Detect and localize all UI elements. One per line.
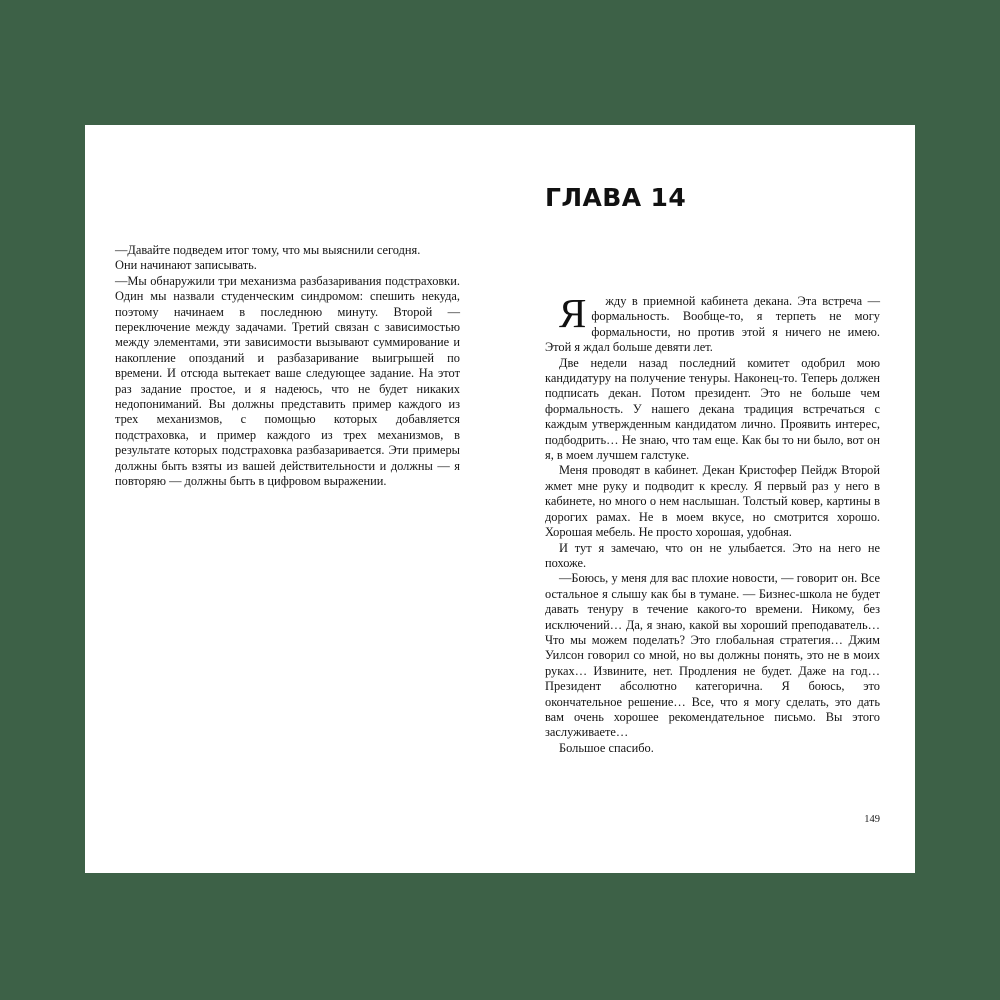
chapter-title: ГЛАВА 14 bbox=[545, 183, 687, 212]
book-spread bbox=[85, 125, 915, 873]
page-number: 149 bbox=[864, 814, 880, 825]
paragraph: —Боюсь, у меня для вас плохие новости, — говорит он. Все остальное я слышу как бы в тумане. — Бизнес-школа не будет давать тенуру в течение какого-то времени. Никому, без исключений… Да, я знаю, какой вы хороший преподаватель… Что мы можем поделать? Это глобальная стратегия… Джим Уилсон говорил со мной, но вы должны понять, это не в моих руках… Извините, нет. Продления не будет. Даже на год… Президент абсолютно категорична. Я боюсь, это окончательное решение… Все, что я могу сделать, это дать вам очень хорошее рекомендательное письмо. Вы этого заслуживаете… bbox=[545, 571, 880, 740]
paragraph: Большое спасибо. bbox=[559, 740, 654, 755]
paragraph: —Давайте подведем итог тому, что мы выяснили сегодня. bbox=[115, 243, 421, 257]
first-paragraph-text: жду в приемной кабинета декана. Эта встреча — формальность. Вообще-то, я терпеть не могу формальности, но против этой я ничего не имею. Этой я ждал больше девяти лет. bbox=[545, 294, 880, 355]
right-page-text-column bbox=[545, 290, 880, 756]
first-paragraph bbox=[545, 290, 880, 356]
paragraph: Две недели назад последний комитет одобрил мою кандидатуру на получение тенуры. Наконец-то. Теперь должен подписать декан. Потом президент. Это не больше чем формальность. У нашего декана традиция встречаться с каждым утвержденным кандидатом лично. Проявить интерес, подбодрить… Не знаю, что там еще. Как бы то ни было, вот он я, в моем лучшем галстуке. bbox=[545, 355, 880, 463]
paragraph: Они начинают записывать. bbox=[115, 258, 257, 273]
left-page bbox=[85, 125, 500, 873]
left-page-text-column bbox=[115, 243, 460, 490]
drop-cap: Я bbox=[559, 290, 587, 336]
paragraph: И тут я замечаю, что он не улыбается. Это на него не похоже. bbox=[545, 540, 880, 570]
paragraph: —Мы обнаружили три механизма разбазаривания подстраховки. Один мы назвали студенческим синдромом: спешить некуда, поэтому начинаем в последнюю минуту. Второй — переключение между задачами. Третий связан с зависимостью между элементами, эти зависимости вызывают суммирование и накопление опозданий и разбазаривание выигрышей по времени. И отсюда вытекает ваше следующее задание. На этот раз задание простое, и я надеюсь, что не будет никаких недопониманий. Вы должны представить пример каждого из трех механизмов, с помощью которых добавляется подстраховка, и пример каждого из трех механизмов, в результате которых подстраховка разбазаривается. Эти примеры должны быть взяты из вашей действительности и должны — я повторяю — должны быть в цифровом выражении. bbox=[115, 273, 460, 489]
right-page bbox=[500, 125, 915, 873]
paragraph: Меня проводят в кабинет. Декан Кристофер Пейдж Второй жмет мне руку и подводит к креслу. Я первый раз у него в кабинете, но много о нем наслышан. Толстый ковер, картины в дорогих рамах. Не в моем вкусе, но смотрится хорошо. Хорошая мебель. Не просто хорошая, удобная. bbox=[545, 463, 880, 540]
